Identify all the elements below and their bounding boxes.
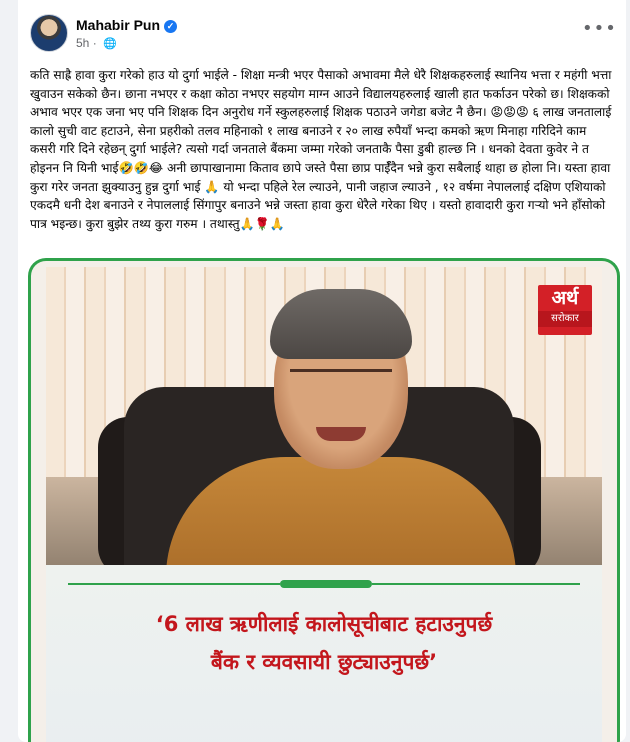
post-text: कति साह्रै हावा कुरा गरेको हाउ यो दुर्गा भाईले - शिक्षा मन्त्री भएर पैसाको अभावमा मैले धेरै शिक्षकहरुलाई स्थानिय भत्ता र महंगी भत्ता खुवाउन सकेको छैन। छाना नभएर र कक्षा कोठा नभएर सहयोग माग्न आउने विद्यालयहरुलाई खाली हात फर्काउन परेको छ। शिक्षकको अभाव भएर एक जना भए पनि शिक्षक दिन अनुरोध गर्ने स्कुलहरुलाई शिक्षक पठाउने जगेडा बजेट नै छैन। 😡😡😡 ६ लाख जनतालाई कालो सुची वाट हटाउने, सेना प्रहरीको तलव महिनाको १ लाख बनाउने र २० लाख रुपैयाँ भन्दा कमको ऋण मिनाहा गरिदिने काम कसरी गरि दिने रहेछन् दुर्गा भाईले? त्यसो गर्दा जनताले बैंकमा जम्मा गरेको जनताकै पैसा डुबी हाल्छ नि । धनको देवता कुवेर ने त होइनन नि यिनी भाई🤣🤣😂 अनी छापाखानामा किताव छापे जस्ते पैसा छाप्र पाईँदैन भन्ने कुरा सबैलाई थाहा छ होला नि। यस्ता हावा कुरा गरेर जनता झुक्याउनु हुन्न दुर्गा भाई 🙏 यो भन्दा पहिले रेल ल्याउने, पानी जहाज ल्याउने , १२ वर्षमा नेपाललाई दक्षिण एशियाको एकदमै धनी देश बनाउने र नेपाललाई सिंगापुर बनाउने भन्ने जस्ता हावा कुरा धेरैले गरेका थिए । यस्तो हावादारी कुरा गऱ्यो भने हाँसोको पात्र भइन्छ। कुरा बुझेर तथ्य कुरा गरुम । तथास्तु🙏🌹🙏: [30, 68, 612, 231]
headline: [46, 605, 602, 681]
logo-sub-text: सरोकार: [538, 311, 592, 327]
globe-icon: 🌐: [103, 38, 117, 50]
post-meta: 5h · 🌐: [76, 36, 117, 50]
brand-logo: [538, 285, 592, 335]
more-options-icon[interactable]: •••: [582, 18, 617, 39]
post-image[interactable]: [28, 258, 620, 742]
photo: [46, 267, 602, 565]
author-name[interactable]: Mahabir Pun: [76, 17, 161, 33]
divider-pill: [280, 580, 372, 588]
headline-line-2: बैंक र व्यवसायी छुट्याउनुपर्छ’: [210, 650, 438, 674]
person-hair: [270, 289, 412, 359]
author-name-row: [76, 17, 177, 33]
divider-left: [68, 583, 280, 585]
verified-badge-icon: ✓: [164, 20, 177, 33]
divider-right: [372, 583, 580, 585]
avatar[interactable]: [30, 14, 68, 52]
headline-line-1: ‘6 लाख ऋणीलाई कालोसूचीबाट हटाउनुपर्छ: [155, 612, 493, 636]
logo-main-text: अर्थ: [551, 287, 579, 309]
quote-banner: [46, 565, 602, 742]
post-time[interactable]: 5h: [76, 36, 90, 50]
feed-background: [0, 0, 18, 742]
post-header: [30, 14, 617, 58]
post-card: [18, 0, 626, 742]
